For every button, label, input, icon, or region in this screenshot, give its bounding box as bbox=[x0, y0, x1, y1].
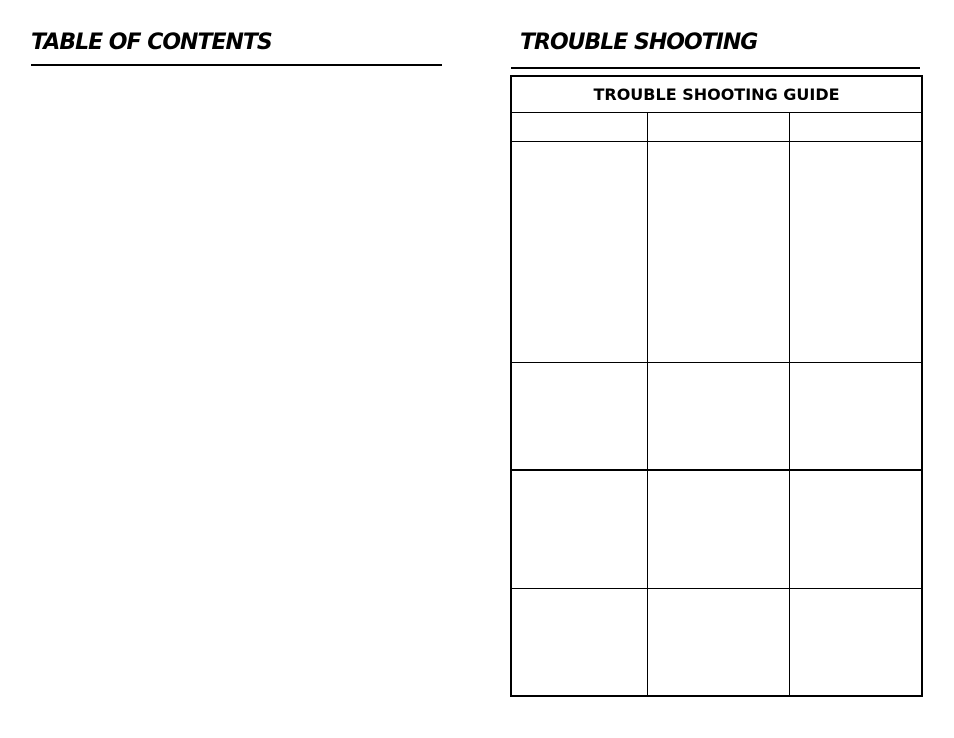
table-row bbox=[511, 142, 922, 363]
table-cell bbox=[647, 470, 789, 589]
table-row bbox=[511, 363, 922, 471]
table-of-contents-title: TABLE OF CONTENTS bbox=[31, 30, 272, 55]
table-row bbox=[511, 589, 922, 697]
table-cell bbox=[647, 142, 789, 363]
table-row bbox=[511, 470, 922, 589]
trouble-shooting-rule bbox=[511, 67, 920, 69]
table-of-contents-rule bbox=[31, 64, 442, 66]
column-header-cell-1 bbox=[511, 113, 647, 142]
table-cell bbox=[511, 589, 647, 697]
guide-table-header: TROUBLE SHOOTING GUIDE bbox=[511, 76, 922, 113]
table-cell bbox=[647, 363, 789, 471]
trouble-shooting-title: TROUBLE SHOOTING bbox=[520, 30, 758, 55]
table-cell bbox=[647, 589, 789, 697]
table-cell bbox=[789, 142, 922, 363]
table-cell bbox=[789, 470, 922, 589]
table-cell bbox=[511, 363, 647, 471]
table-cell bbox=[789, 363, 922, 471]
table-cell bbox=[789, 589, 922, 697]
column-header-cell-2 bbox=[647, 113, 789, 142]
table-cell bbox=[511, 142, 647, 363]
trouble-shooting-guide-table bbox=[510, 75, 923, 697]
column-header-cell-3 bbox=[789, 113, 922, 142]
table-cell bbox=[511, 470, 647, 589]
